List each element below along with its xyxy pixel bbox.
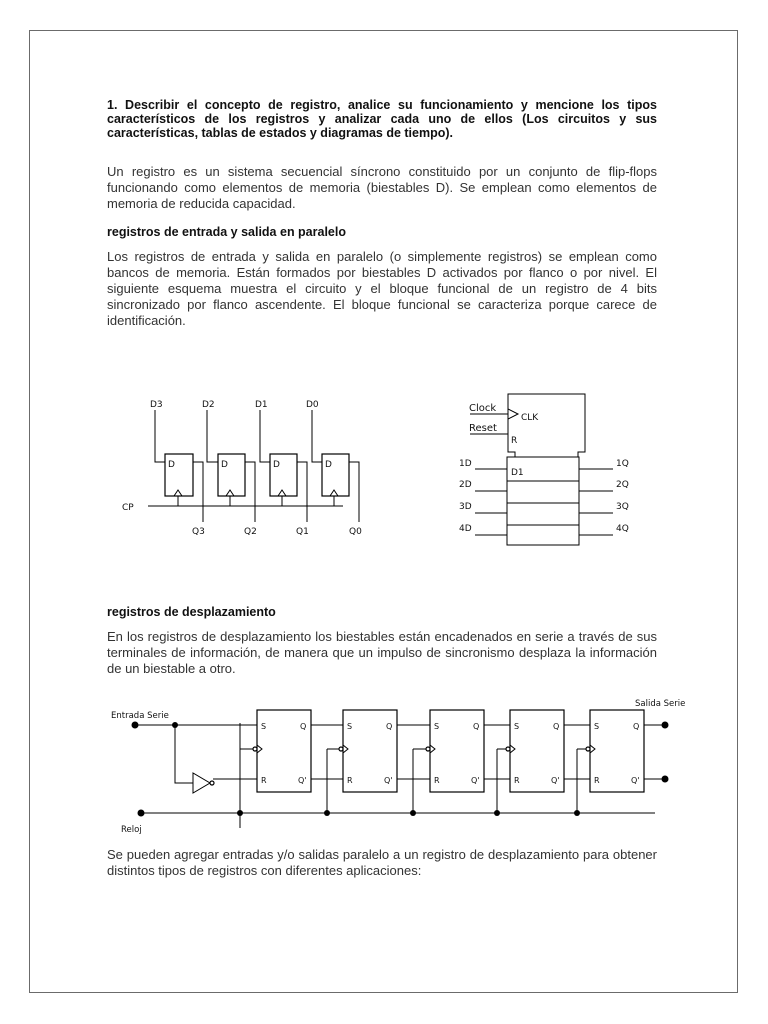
output-2q: 2Q	[616, 480, 629, 490]
clock-label-cp: CP	[122, 503, 134, 513]
r-label: R	[594, 776, 600, 785]
intro-paragraph: Un registro es un sistema secuencial síncrono constituido por un conjunto de flip-flops funcionando como elementos de memoria (biestables D). Se emplean como elementos de memoria de reducida capacidad.	[107, 164, 657, 211]
closing-paragraph: Se pueden agregar entradas y/o salidas paralelo a un registro de desplazamiento para obtener distintos tipos de registros con diferentes aplicaciones:	[107, 847, 657, 878]
qn-label: Q'	[551, 776, 560, 785]
r-label: R	[434, 776, 440, 785]
q-label: Q	[300, 722, 307, 731]
section-parallel-body: Los registros de entrada y salida en paralelo (o simplemente registros) se emplean como bancos de memoria. Están formados por biestables D activados por flanco o por nivel. El siguiente esquema muestra el circuito y el bloque funcional de un registro de 4 bits sincronizado por flanco ascendente. El bloque funcional se caracteriza porque carece de identificación.	[107, 249, 657, 328]
input-d1: D1	[255, 400, 268, 410]
section-shift-heading: registros de desplazamiento	[107, 605, 276, 619]
input-d2: D2	[202, 400, 215, 410]
output-1q: 1Q	[616, 459, 629, 469]
clk-pin-label: CLK	[521, 413, 539, 423]
s-label: S	[434, 722, 440, 731]
question-heading: 1. Describir el concepto de registro, analice su funcionamiento y mencione los tipos característicos de los registros y analizar cada uno de ellos (Los circuitos y sus características, tablas de estados y diagramas de tiempo).	[107, 98, 657, 140]
r-pin-label: R	[511, 436, 518, 446]
qn-label: Q'	[384, 776, 393, 785]
input-4d: 4D	[459, 524, 472, 534]
parallel-register-circuit	[110, 392, 380, 537]
shift-register-circuit	[105, 693, 695, 838]
qn-label: Q'	[631, 776, 640, 785]
q-label: Q	[386, 722, 393, 731]
output-q1: Q1	[296, 527, 309, 537]
r-label: R	[261, 776, 267, 785]
q-label: Q	[473, 722, 480, 731]
output-q3: Q3	[192, 527, 205, 537]
output-q0: Q0	[349, 527, 362, 537]
output-4q: 4Q	[616, 524, 629, 534]
output-3q: 3Q	[616, 502, 629, 512]
s-label: S	[347, 722, 353, 731]
clock-reloj-label: Reloj	[121, 825, 142, 835]
d1-label: D1	[511, 468, 524, 478]
serial-output-label: Salida Serie	[635, 699, 686, 709]
output-q2: Q2	[244, 527, 257, 537]
qn-label: Q'	[298, 776, 307, 785]
input-2d: 2D	[459, 480, 472, 490]
serial-input-label: Entrada Serie	[111, 711, 169, 721]
section-shift-body: En los registros de desplazamiento los biestables están encadenados en serie a través de sus terminales de información, de manera que un impulso de sincronismo desplaza la información de un biestable a otro.	[107, 629, 657, 676]
input-d0: D0	[306, 400, 319, 410]
ff-d-label: D	[221, 460, 228, 470]
r-label: R	[514, 776, 520, 785]
q-label: Q	[553, 722, 560, 731]
ff-d-label: D	[168, 460, 175, 470]
reset-label: Reset	[469, 423, 497, 434]
section-parallel-heading: registros de entrada y salida en paralelo	[107, 225, 346, 239]
s-label: S	[514, 722, 520, 731]
input-1d: 1D	[459, 459, 472, 469]
input-3d: 3D	[459, 502, 472, 512]
r-label: R	[347, 776, 353, 785]
s-label: S	[261, 722, 267, 731]
register-functional-block	[455, 390, 635, 550]
qn-label: Q'	[471, 776, 480, 785]
ff-d-label: D	[325, 460, 332, 470]
clock-label: Clock	[469, 403, 497, 414]
s-label: S	[594, 722, 600, 731]
q-label: Q	[633, 722, 640, 731]
ff-d-label: D	[273, 460, 280, 470]
input-d3: D3	[150, 400, 163, 410]
